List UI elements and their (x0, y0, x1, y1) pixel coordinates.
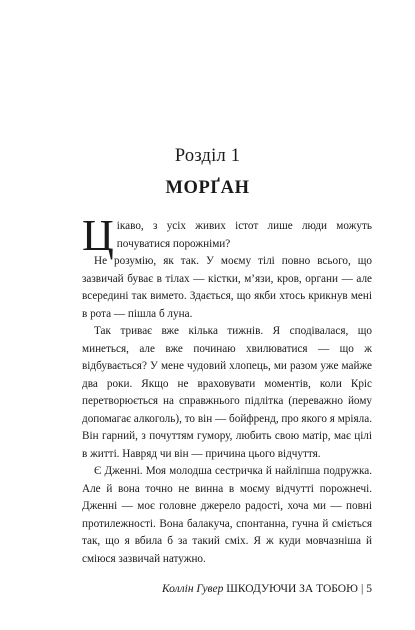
chapter-title: МОРҐАН (165, 178, 250, 198)
footer-author: Коллін Гувер (161, 583, 224, 595)
paragraph-2: Не розумію, як так. У моєму тілі повно всього, що зазвичай буває в тілах — кістки, м’язи, кров, органи — але всередині так вимето. Здається, що якби хтось крикнув мені в рота — пішла б луна. (82, 255, 372, 320)
paragraph-3: Так триває вже кілька тижнів. Я сподівалася, що минеться, але вже починаю хвилюватися — що ж відбувається? У мене чудовий хлопець, ми разом уже майже два роки. Якщо не враховувати моментів, коли Кріс перетворюється на справжнього підлітка (переважно йому допомагає алкоголь), то він — бойфренд, про якого я мріяла. Він гарний, з почуттям гумору, любить свою матір, має цілі в житті. Навряд чи він — причина цього відчуття. (82, 325, 372, 460)
paragraph-1-text: ікаво, з усіх живих істот лише люди можуть почуватися порожніми? (116, 220, 372, 250)
footer-separator: | (360, 583, 364, 595)
chapter-number: Розділ 1 (174, 146, 241, 166)
chapter-body (82, 211, 372, 568)
paragraph-1 (82, 211, 372, 260)
footer-book-title: ШКОДУЮЧИ ЗА ТОБОЮ (226, 583, 358, 595)
paragraph-4: Є Дженні. Моя молодша сестричка й найліпша подружка. Але й вона точно не винна в моєму відчутті порожнечі. Дженні — моє головне джерело радості, хоча ми — повні протилежності. Вона балакуча, спонтанна, гучна й сміється так, що я вбила б за такий сміх. Я ж куди мовчазніша й сміюся зазвичай натужно. (82, 465, 372, 565)
page-number: 5 (366, 583, 372, 595)
drop-cap: Ц (82, 211, 114, 260)
running-footer (162, 583, 372, 595)
